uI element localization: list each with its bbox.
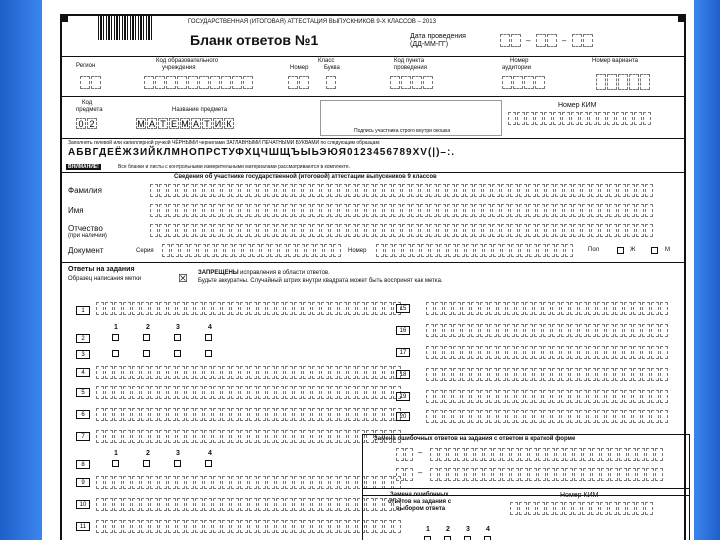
letter-samples: АБВГДЕЁЖЗИЙКЛМНОПРСТУФХЦЧШЩЪЫЬЭЮЯ0123456789XV(|)–:. xyxy=(68,147,456,158)
replace-choice-option-2[interactable] xyxy=(444,536,451,540)
room-label: Номер xyxy=(510,58,529,64)
slide-frame-left xyxy=(0,0,42,540)
answer-19-cells[interactable] xyxy=(426,390,669,403)
answer-20-cells[interactable] xyxy=(426,410,669,423)
patronymic-note: (при наличии) xyxy=(68,233,107,239)
instruction-line: Заполнять гелевой или капиллярной ручкой ЧЁРНЫМИ чернилами ЗАГЛАВНЫМИ ПЕЧАТНЫМИ БУКВАМИ по следующим образцам: xyxy=(68,140,381,146)
answer-17-cells[interactable] xyxy=(426,346,669,359)
doc-number-cells[interactable] xyxy=(376,244,574,257)
subject-code-cells[interactable]: 0 2 xyxy=(76,118,98,129)
date-year-cells[interactable] xyxy=(572,34,594,47)
gender-label: Пол xyxy=(588,247,600,253)
barcode xyxy=(98,16,152,40)
point-code-cells[interactable] xyxy=(390,76,434,89)
answer-3-option-3[interactable] xyxy=(174,350,181,357)
date-format-label: (ДД-ММ-ГГ) xyxy=(410,41,449,48)
replace-number-1[interactable] xyxy=(396,448,414,461)
gender-male-checkbox[interactable] xyxy=(651,247,658,254)
variant-cells[interactable] xyxy=(596,74,651,90)
careful-note: Будьте аккуратны. Случайный штрих внутри квадрата может быть воспринят как метка. xyxy=(198,278,443,284)
answer-8-option-1[interactable] xyxy=(112,460,119,467)
forbidden-label: ЗАПРЕЩЕНЫ xyxy=(198,270,239,276)
surname-label: Фамилия xyxy=(68,186,102,195)
forbidden-text: исправления в области ответов. xyxy=(240,270,330,276)
surname-cells[interactable] xyxy=(150,184,654,197)
answer-3-option-1[interactable] xyxy=(112,350,119,357)
region-label: Регион xyxy=(76,63,96,69)
slide-frame-right xyxy=(694,0,720,540)
answer-2-option-1[interactable] xyxy=(112,334,119,341)
participant-section-title: Сведения об участнике государственной (итоговой) аттестации выпускников 9 классов xyxy=(174,174,437,180)
gender-female-checkbox[interactable] xyxy=(617,247,624,254)
answer-2-option-3[interactable] xyxy=(174,334,181,341)
signature-label: Подпись участника строго внутри окошка xyxy=(354,128,451,134)
replace-choice-option-4[interactable] xyxy=(484,536,491,540)
class-number-cells[interactable] xyxy=(288,76,310,89)
replace-short-title: Замена ошибочных ответов на задания с ответом в краткой форме xyxy=(374,436,576,442)
region-cells[interactable] xyxy=(80,76,102,89)
attention-text: Все бланки и листы с контрольными измерительными материалами рассматриваются в комплекте. xyxy=(118,164,351,170)
answer-8-option-2[interactable] xyxy=(143,460,150,467)
answer-6-cells[interactable] xyxy=(96,408,402,421)
answer-5-cells[interactable] xyxy=(96,386,402,399)
date-month-cells[interactable] xyxy=(536,34,558,47)
patronymic-label: Отчество xyxy=(68,224,103,233)
form-page: ГОСУДАРСТВЕННАЯ (ИТОГОВАЯ) АТТЕСТАЦИЯ ВЫПУСКНИКОВ 9-Х КЛАССОВ – 2013 Бланк ответов №1 Дата проведения (ДД-ММ-ГГ) – – Регион Код образовательного учреждения Класс Номер Буква Код пункта проведения Номер аудитории Номер варианта Код предмета Название предмета 0 2 М А Т Е М А Т И К Подпись участника строго внутри окошка Номер КИМ Заполнять гелевой или капиллярной ручкой ЧЁРНЫМИ чернилами ЗАГЛАВНЫМИ ПЕЧАТНЫМИ БУКВАМИ по следующим образцам: АБВГДЕЁЖЗИЙКЛМНОПРСТУФХЦЧШЩЪЫЬЭЮЯ0123456789XV(|)–:. ВНИМАНИЕ! Все бланки и листы с контрольными измерительными материалами рассматриваются в комплекте. Сведения об участнике государственной (итоговой) аттестации выпускников 9 классов Фамилия Имя Отчество (при наличии) Документ Серия Номер Пол Ж М Ответы на задания Образец написания метки ☒ ЗАПРЕЩЕНЫ исправления в области ответов. Будьте аккуратны. Случайный штрих внутри квадрата может быть воспринят как метка. 1 1 2 3 4 2 3 4 5 6 7 1 2 3 4 8 9 10 11 15 16 17 18 19 20 Замена ошибочных ответов на задания с ответом в краткой форме – – Замена ошибочных ответов на задания с выбором ответа Номер КИМ 1 2 3 4 xyxy=(60,14,686,540)
school-code-label: Код образовательного xyxy=(156,58,219,64)
form-title: Бланк ответов №1 xyxy=(190,32,319,48)
answer-2-option-4[interactable] xyxy=(205,334,212,341)
replace-choice-option-3[interactable] xyxy=(464,536,471,540)
answer-4-cells[interactable] xyxy=(96,366,402,379)
series-label: Серия xyxy=(136,248,154,254)
series-cells[interactable] xyxy=(162,244,342,257)
class-label: Класс xyxy=(318,58,335,64)
answers-title: Ответы на задания xyxy=(68,266,135,273)
kim-cells[interactable] xyxy=(508,112,652,125)
answer-8-option-3[interactable] xyxy=(174,460,181,467)
answer-9-cells[interactable] xyxy=(96,476,402,489)
kim-label: Номер КИМ xyxy=(558,102,597,109)
class-letter-cells[interactable] xyxy=(326,76,337,89)
document-label: Документ xyxy=(68,246,104,255)
answer-15-cells[interactable] xyxy=(426,302,669,315)
answer-sheet xyxy=(42,0,694,540)
date-day-cells[interactable] xyxy=(500,34,522,47)
name-label: Имя xyxy=(68,206,84,215)
answer-18-cells[interactable] xyxy=(426,368,669,381)
answer-3-option-2[interactable] xyxy=(143,350,150,357)
answer-7-cells[interactable] xyxy=(96,430,402,443)
answer-16-cells[interactable] xyxy=(426,324,669,337)
replace-choice-title: Замена ошибочных xyxy=(390,492,449,498)
replace-value-1[interactable] xyxy=(430,448,664,461)
point-code-label: Код пункта xyxy=(394,58,425,64)
sample-mark-label: Образец написания метки xyxy=(68,276,141,282)
kim-cells-2[interactable] xyxy=(510,502,654,515)
replace-value-2[interactable] xyxy=(430,468,664,481)
patronymic-cells[interactable] xyxy=(150,224,654,237)
answer-8-option-4[interactable] xyxy=(205,460,212,467)
date-label: Дата проведения xyxy=(410,33,466,40)
answer-1-cells[interactable] xyxy=(96,302,402,315)
answer-11-cells[interactable] xyxy=(96,520,402,533)
answer-10-cells[interactable] xyxy=(96,498,402,511)
subject-code-label: Код xyxy=(82,100,93,106)
sample-mark-icon: ☒ xyxy=(178,273,188,285)
attention-label: ВНИМАНИЕ! xyxy=(68,164,99,170)
answer-2-option-2[interactable] xyxy=(143,334,150,341)
exam-title: ГОСУДАРСТВЕННАЯ (ИТОГОВАЯ) АТТЕСТАЦИЯ ВЫПУСКНИКОВ 9-Х КЛАССОВ – 2013 xyxy=(188,19,436,25)
school-code-cells[interactable] xyxy=(144,76,254,89)
replace-short-answers-box xyxy=(362,434,690,496)
replace-choice-option-1[interactable] xyxy=(424,536,431,540)
room-cells[interactable] xyxy=(502,76,546,89)
subject-name-cells[interactable]: М А Т Е М А Т И К xyxy=(136,118,235,129)
doc-number-label: Номер xyxy=(348,248,367,254)
replace-number-2[interactable] xyxy=(396,468,414,481)
variant-label: Номер варианта xyxy=(592,58,638,64)
subject-name-label: Название предмета xyxy=(172,107,228,113)
name-cells[interactable] xyxy=(150,204,654,217)
kim-label-2: Номер КИМ xyxy=(560,492,599,499)
answer-3-option-4[interactable] xyxy=(205,350,212,357)
